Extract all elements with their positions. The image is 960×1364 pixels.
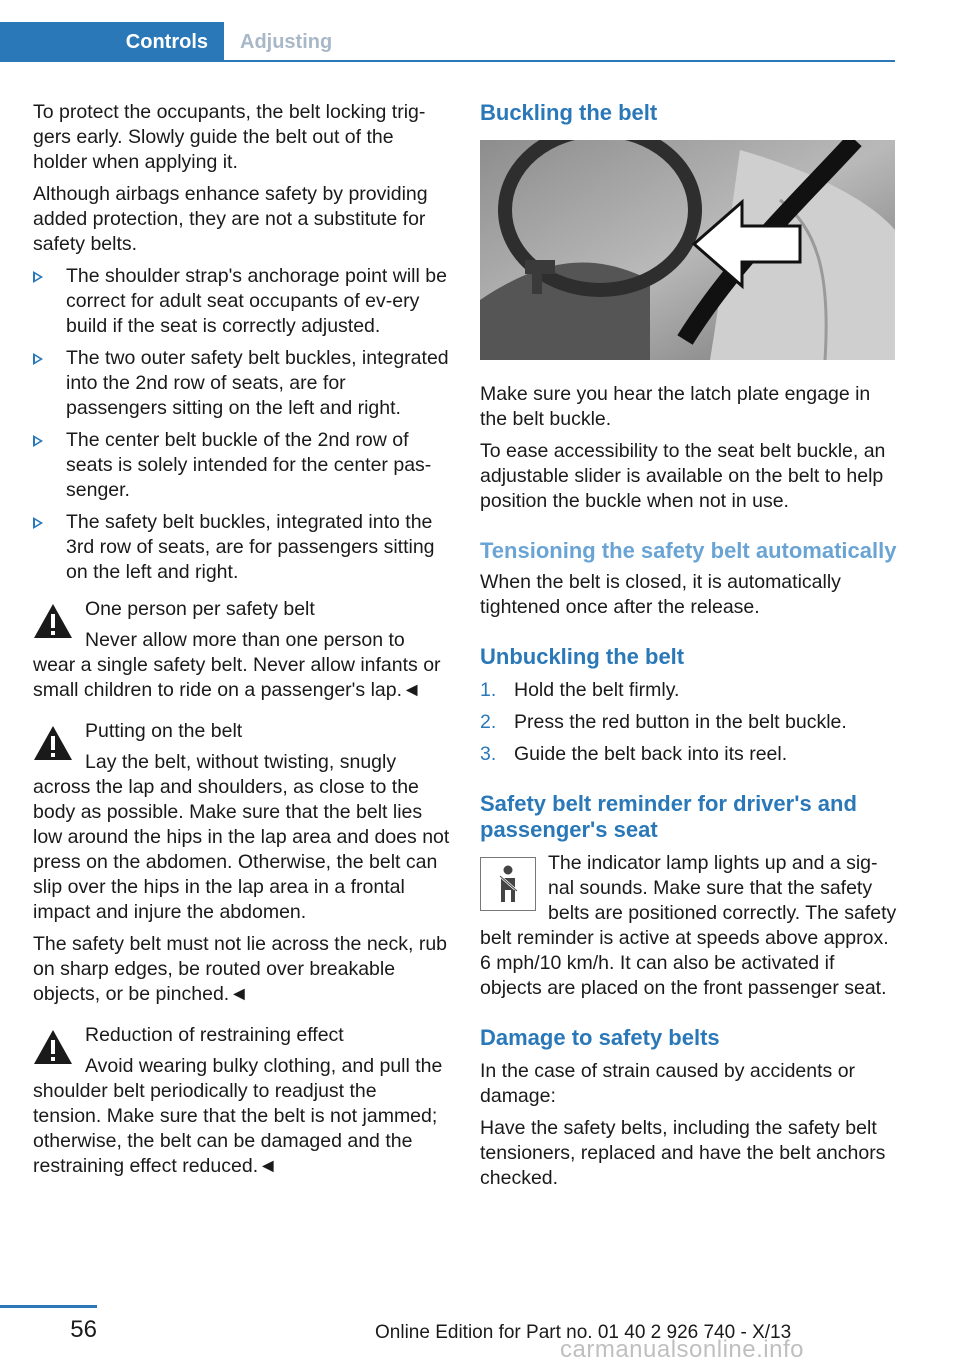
intro-paragraph: To protect the occupants, the belt locking trig‐gers early. Slowly guide the belt out of the holder when applying it.	[33, 101, 426, 173]
heading-damage: Damage to safety belts	[480, 1025, 720, 1050]
page-number: 56	[70, 1316, 97, 1343]
tab-adjusting[interactable]: Adjusting	[240, 30, 333, 53]
list-item: The center belt buckle of the 2nd row of seats is solely intended for the center pas‐senger.	[33, 428, 450, 503]
list-item: 2. Press the red button in the belt buckle.	[480, 711, 847, 733]
header-divider	[0, 60, 895, 62]
triangle-bullet-icon	[33, 435, 43, 447]
warning-triangle-icon	[33, 603, 73, 639]
warning-restraining-effect	[33, 1023, 450, 1179]
warning-title: Putting on the belt	[85, 720, 243, 742]
damage-paragraph: Have the safety belts, including the safety belt tensioners, replaced and have the belt anchors checked.	[480, 1117, 886, 1189]
buckling-paragraph: Make sure you hear the latch plate engage in the belt buckle.	[480, 383, 871, 430]
warning-one-person	[33, 597, 450, 703]
list-item: The two outer safety belt buckles, integrated into the 2nd row of seats, are for passengers sitting on the left and right.	[33, 346, 450, 421]
reminder-paragraph: The indicator lamp lights up and a sig‐nal sounds. Make sure that the safety belts are positioned correctly. The safety belt reminder is active at speeds above approx. 6 mph/10 km/h. It can also be activated if objects are placed on the front passenger seat.	[480, 852, 897, 999]
warning-triangle-icon	[33, 725, 73, 761]
tab-controls[interactable]: Controls	[0, 22, 224, 62]
buckling-paragraph: To ease accessibility to the seat belt buckle, an adjustable slider is available on the belt to help position the buckle when not in use.	[480, 440, 886, 512]
watermark: carmanualsonline.info	[560, 1336, 804, 1363]
heading-reminder: Safety belt reminder for driver's and passenger's seat	[480, 791, 857, 842]
warning-text: The safety belt must not lie across the neck, rub on sharp edges, be routed over breakable objects, or be pinched.◄	[33, 933, 448, 1005]
damage-paragraph: In the case of strain caused by accidents or damage:	[480, 1060, 856, 1107]
triangle-bullet-icon	[33, 271, 43, 283]
left-column	[33, 100, 450, 1195]
seat-belt-photo	[480, 140, 895, 360]
reminder-block	[480, 851, 897, 1001]
warning-text: Lay the belt, without twisting, snugly across the lap and shoulders, as close to the body as possible. Make sure that the belt lies low around the hips in the lap area and does not press on the abdomen. Otherwise, the belt can slip over the hips in the lap area in a frontal impact and injure the abdomen.	[33, 751, 450, 923]
warning-title: One person per safety belt	[85, 598, 315, 620]
belt-bullet-list	[33, 264, 450, 585]
warning-triangle-icon	[33, 1029, 73, 1065]
edition-line: Online Edition for Part no. 01 40 2 926 740 - X/13	[375, 1322, 792, 1343]
tensioning-paragraph: When the belt is closed, it is automatically tightened once after the release.	[480, 571, 841, 618]
warning-title: Reduction of restraining effect	[85, 1024, 344, 1046]
triangle-bullet-icon	[33, 517, 43, 529]
footer-divider	[0, 1305, 97, 1308]
page-header	[0, 0, 895, 62]
warning-text: Avoid wearing bulky clothing, and pull the shoulder belt periodically to readjust the tension. Make sure that the belt is not jammed; otherwise, the belt can be damaged and the restraining effect reduced.◄	[33, 1055, 443, 1177]
heading-unbuckling: Unbuckling the belt	[480, 644, 685, 669]
warning-text: Never allow more than one person to wear a single safety belt. Never allow infants or small children to ride on a passenger's lap.◄	[33, 629, 441, 701]
unbuckling-steps	[480, 678, 897, 767]
heading-tensioning: Tensioning the safety belt automatically	[480, 538, 897, 563]
right-column	[480, 100, 897, 1198]
warning-putting-on-belt	[33, 719, 450, 1007]
list-item: The safety belt buckles, integrated into the 3rd row of seats, are for passengers sitting on the left and right.	[33, 510, 450, 585]
triangle-bullet-icon	[33, 353, 43, 365]
heading-buckling: Buckling the belt	[480, 100, 658, 125]
list-item: 3. Guide the belt back into its reel.	[480, 743, 788, 765]
list-item: The shoulder strap's anchorage point will be correct for adult seat occupants of ev‐ery build if the seat is correctly adjusted.	[33, 264, 450, 339]
airbag-paragraph: Although airbags enhance safety by providing added protection, they are not a substitute for safety belts.	[33, 183, 428, 255]
seatbelt-reminder-icon	[480, 857, 536, 911]
list-item: 1. Hold the belt firmly.	[480, 679, 680, 701]
